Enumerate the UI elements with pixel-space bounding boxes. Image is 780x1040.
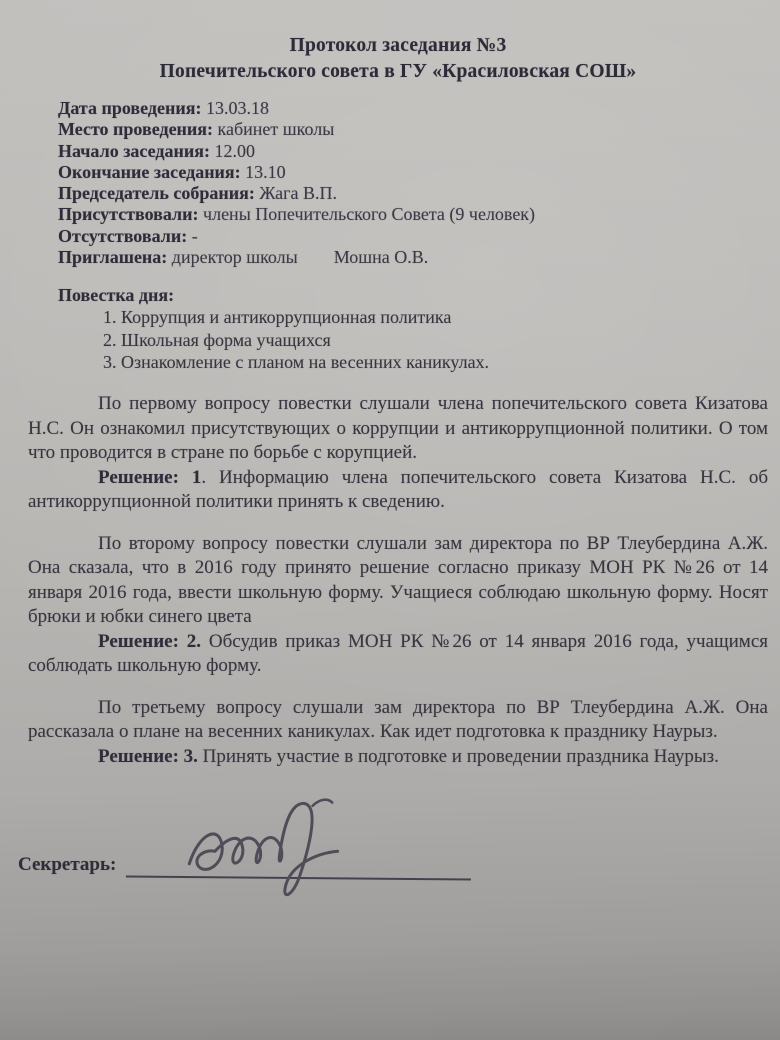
meta-line-invited	[58, 247, 768, 268]
meta-line-chairman	[58, 183, 768, 204]
resolution-label: Решение: 2.	[98, 630, 202, 652]
meta-value: Жага В.П.	[259, 183, 337, 204]
meta-value: кабинет школы	[217, 119, 335, 140]
meta-block	[58, 98, 768, 268]
agenda-item: 2. Школьная форма учащихся	[103, 329, 331, 350]
meta-value: директор школы Мошна О.В.	[171, 247, 429, 268]
section-resolution	[28, 630, 768, 679]
agenda-item: 3. Ознакомление с планом на весенних каникулах.	[103, 351, 490, 372]
section-question-1	[28, 392, 768, 515]
meta-line-start-time	[58, 141, 768, 162]
meta-line-date	[58, 98, 768, 119]
resolution-text: . Информацию члена попечительского совета Кизатова Н.С. об антикоррупционной политики принять к сведению.	[28, 466, 769, 513]
handwritten-signature	[168, 792, 369, 904]
meta-label: Дата проведения:	[58, 98, 202, 118]
resolution-text: Обсудив приказ МОН РК №26 от 14 января 2016 года, учащимся соблюдать школьную форму.	[28, 630, 768, 677]
meta-label: Место проведения:	[58, 119, 214, 140]
signature-line	[126, 850, 471, 881]
meta-line-present	[58, 204, 768, 225]
section-body: По первому вопросу повестки слушали члена попечительского совета Кизатова Н.С. Он ознакомил присутствующих о коррупции и антикоррупционной политики. О том что проводится в стране по борьбе с корупцией.	[28, 393, 768, 464]
meta-value: 13.10	[245, 161, 286, 182]
meta-label: Отсутствовали:	[58, 225, 188, 246]
agenda-heading: Повестка дня:	[58, 285, 175, 306]
section-body: По второму вопросу повестки слушали зам директора по ВР Тлеубердина А.Ж. Она сказала, что в 2016 году принято решение согласно приказу МОН РК №26 от 14 января 2016 года, ввести школьную форму. Учащиеся соблюдаю школьную форму. Носят брюки и юбки синего цвета	[28, 532, 768, 628]
document-title-line1: Протокол заседания №3	[289, 35, 507, 56]
meta-label: Присутствовали:	[58, 204, 199, 225]
meta-line-end-time	[58, 162, 768, 183]
section-question-2	[28, 532, 768, 679]
meta-value: 12.00	[214, 140, 255, 161]
meta-line-absent	[58, 226, 768, 247]
agenda-item: 1. Коррупция и антикоррупционная политика	[103, 307, 452, 328]
document-title	[28, 33, 768, 85]
resolution-label: Решение: 3.	[98, 745, 198, 767]
meta-label: Начало заседания:	[58, 140, 210, 161]
meta-line-place	[58, 119, 768, 140]
signature-row	[18, 851, 768, 879]
meta-label: Приглашена:	[58, 247, 168, 268]
meta-label: Председатель собрания:	[58, 183, 255, 204]
meta-value: -	[191, 225, 198, 246]
agenda-list	[103, 306, 768, 373]
document-title-line2: Попечительского совета в ГУ «Красиловская СОШ»	[159, 61, 637, 82]
section-body: По третьему вопросу слушали зам директора по ВР Тлеубердина А.Ж. Она рассказала о плане на весенних каникулах. Как идет подготовка к празднику Наурыз.	[28, 696, 768, 743]
section-resolution	[28, 745, 768, 770]
resolution-text: Принять участие в подготовке и проведении праздника Наурыз.	[197, 745, 719, 767]
resolution-label: Решение: 1	[98, 466, 202, 488]
meta-value: члены Попечительского Совета (9 человек)	[203, 204, 536, 225]
meta-value: 13.03.18	[205, 98, 269, 118]
section-resolution	[28, 466, 768, 515]
signature-label: Секретарь:	[18, 854, 117, 876]
section-question-3	[28, 696, 768, 770]
meta-label: Окончание заседания:	[58, 161, 241, 182]
